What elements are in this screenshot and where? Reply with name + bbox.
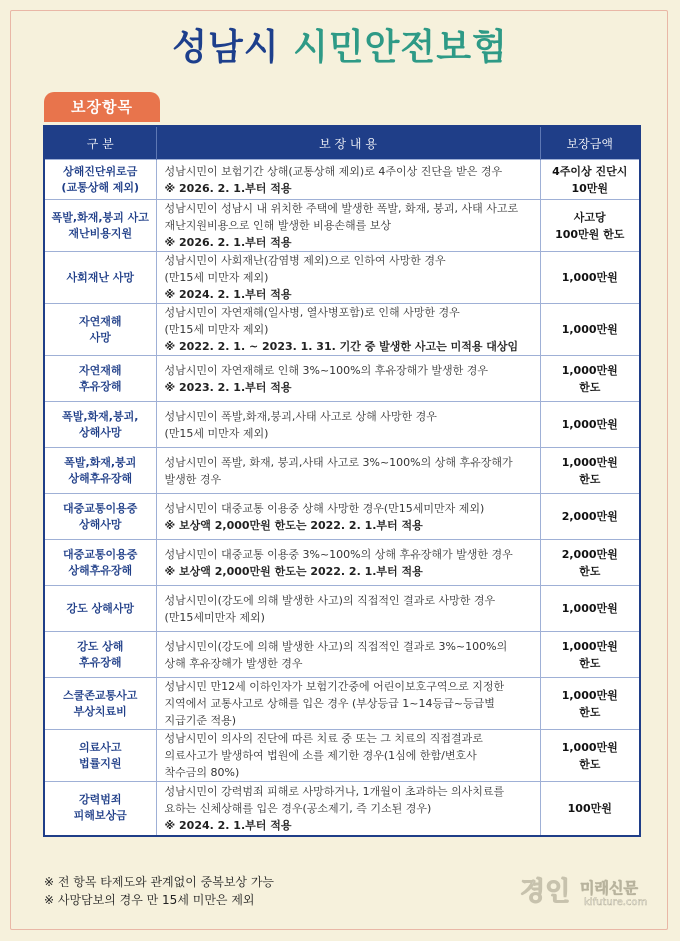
amount-line: 2,000만원	[561, 547, 618, 561]
coverage-tab: 보장항목	[44, 92, 160, 122]
amount-line: 한도	[579, 656, 601, 670]
content-line: 성남시민이 대중교통 이용중 3%~100%의 상해 후유장해가 발생한 경우	[164, 547, 513, 561]
content-line: 성남시민이 자연재해(일사병, 열사병포함)로 인해 사망한 경우	[164, 306, 460, 319]
category-line: 강력범죄	[78, 793, 122, 807]
table-row	[44, 586, 640, 632]
content-cell	[156, 252, 540, 304]
category-line: 스쿨존교통사고	[63, 688, 138, 702]
amount-cell	[540, 448, 640, 494]
category-line: 재난비용지원	[68, 226, 133, 240]
content-cell	[156, 200, 540, 252]
header-content: 보 장 내 용	[156, 126, 540, 160]
content-line: 성남시민이 자연재해로 인해 3%~100%의 후유장해가 발생한 경우	[164, 363, 488, 377]
content-note: ※ 보상액 2,000만원 한도는 2022. 2. 1.부터 적용	[164, 518, 423, 532]
amount-line: 1,000만원	[561, 271, 618, 284]
category-line: 대중교통이용중	[63, 547, 138, 561]
table-row	[44, 304, 640, 356]
category-cell	[44, 252, 156, 304]
table-row	[44, 632, 640, 678]
category-line: 대중교통이용중	[63, 501, 138, 515]
page-title	[0, 26, 680, 70]
amount-line: 한도	[579, 757, 601, 771]
amount-cell	[540, 200, 640, 252]
publisher-logo	[520, 876, 660, 916]
category-line: 부상치료비	[73, 704, 127, 718]
table-row	[44, 402, 640, 448]
category-line: 사회재난 사망	[66, 270, 135, 284]
content-cell	[156, 494, 540, 540]
amount-line: 사고당	[573, 210, 606, 224]
content-line: 성남시민 만12세 이하인자가 보험기간중에 어린이보호구역으로 지정한	[164, 680, 505, 693]
content-line: (만15세 미만자 제외)	[164, 426, 269, 440]
amount-line: 1,000만원	[561, 363, 618, 377]
amount-line: 1,000만원	[561, 323, 618, 336]
amount-cell	[540, 586, 640, 632]
content-cell	[156, 586, 540, 632]
content-cell	[156, 160, 540, 200]
content-line: (만15세 미만자 제외)	[164, 323, 269, 336]
amount-cell	[540, 160, 640, 200]
table-row	[44, 252, 640, 304]
amount-line: 100만원 한도	[555, 227, 625, 241]
table-row	[44, 540, 640, 586]
table-row	[44, 160, 640, 200]
footnote: ※ 사망담보의 경우 만 15세 미만은 제외	[44, 893, 255, 907]
content-cell	[156, 304, 540, 356]
table-row	[44, 494, 640, 540]
amount-line: 4주이상 진단시	[552, 164, 628, 178]
header-amount: 보장금액	[540, 126, 640, 160]
content-cell	[156, 448, 540, 494]
title-insurance: 시민안전보험	[293, 27, 508, 68]
category-cell	[44, 200, 156, 252]
content-cell	[156, 782, 540, 836]
category-line: 상해사망	[78, 517, 122, 531]
content-line: 성남시민이 의사의 진단에 따른 치료 중 또는 그 치료의 직접결과로	[164, 732, 483, 745]
amount-line: 한도	[579, 564, 601, 578]
amount-cell	[540, 782, 640, 836]
amount-line: 1,000만원	[561, 639, 618, 653]
content-line: 상해 후유장해가 발생한 경우	[164, 656, 303, 670]
table-header-row	[44, 126, 640, 160]
category-line: 폭발,화재,붕괴 사고	[51, 210, 149, 224]
amount-line: 한도	[579, 380, 601, 394]
content-line: 성남시민이 보험기간 상해(교통상해 제외)로 4주이상 진단을 받은 경우	[164, 164, 503, 178]
category-cell	[44, 494, 156, 540]
category-line: 상해진단위로금	[63, 164, 138, 178]
amount-line: 1,000만원	[561, 602, 618, 615]
category-cell	[44, 782, 156, 836]
content-line: 성남시민이(강도에 의해 발생한 사고)의 직접적인 결과로 사망한 경우	[164, 593, 496, 607]
category-cell	[44, 730, 156, 782]
table-row	[44, 782, 640, 836]
title-city: 성남시	[172, 27, 280, 68]
content-cell	[156, 356, 540, 402]
content-line: 지급기준 적용)	[164, 714, 237, 727]
category-cell	[44, 402, 156, 448]
category-line: 강도 상해	[77, 639, 124, 653]
category-cell	[44, 586, 156, 632]
amount-cell	[540, 632, 640, 678]
coverage-table	[43, 125, 641, 837]
category-line: 의료사고	[78, 740, 122, 754]
amount-line: 한도	[579, 472, 601, 486]
content-cell	[156, 678, 540, 730]
content-note: ※ 보상액 2,000만원 한도는 2022. 2. 1.부터 적용	[164, 564, 423, 578]
content-note: ※ 2024. 2. 1.부터 적용	[164, 288, 292, 301]
amount-line: 한도	[579, 705, 601, 719]
content-line: (만15세 미만자 제외)	[164, 271, 269, 284]
amount-line: 1,000만원	[561, 455, 618, 469]
content-line: 성남시민이(강도에 의해 발생한 사고)의 직접적인 결과로 3%~100%의	[164, 639, 508, 653]
header-category: 구 분	[44, 126, 156, 160]
category-line: 법률지원	[78, 756, 122, 770]
category-line: 상해사망	[78, 425, 122, 439]
content-note: ※ 2026. 2. 1.부터 적용	[164, 181, 292, 195]
content-note: ※ 2026. 2. 1.부터 적용	[164, 236, 292, 249]
amount-cell	[540, 356, 640, 402]
amount-line: 10만원	[571, 181, 609, 195]
content-line: 의료사고가 발생하여 법원에 소를 제기한 경우(1심에 한함/변호사	[164, 749, 477, 762]
category-line: 자연재해	[78, 363, 122, 377]
content-line: 성남시민이 성남시 내 위치한 주택에 발생한 폭발, 화재, 붕괴, 사태 사고로	[164, 202, 519, 215]
category-line: (교통상해 제외)	[61, 180, 140, 194]
content-cell	[156, 730, 540, 782]
content-cell	[156, 402, 540, 448]
category-cell	[44, 540, 156, 586]
logo-url: kifuture.com	[584, 897, 648, 908]
content-line: 착수금의 80%)	[164, 766, 240, 779]
category-line: 후유장해	[78, 655, 122, 669]
category-cell	[44, 448, 156, 494]
amount-cell	[540, 494, 640, 540]
category-line: 상해후유장해	[68, 471, 133, 485]
category-cell	[44, 678, 156, 730]
footnotes	[44, 873, 274, 909]
category-cell	[44, 632, 156, 678]
content-cell	[156, 540, 540, 586]
content-line: 발생한 경우	[164, 472, 222, 486]
content-line: (만15세미만자 제외)	[164, 610, 265, 624]
content-line: 요하는 신체상해를 입은 경우(공소제기, 즉 기소된 경우)	[164, 801, 432, 815]
amount-line: 2,000만원	[561, 510, 618, 523]
content-line: 성남시민이 폭발, 화재, 붕괴,사태 사고로 3%~100%의 상해 후유장해가	[164, 455, 513, 469]
amount-cell	[540, 304, 640, 356]
content-line: 성남시민이 대중교통 이용중 상해 사망한 경우(만15세미만자 제외)	[164, 501, 485, 515]
category-line: 폭발,화재,붕괴,	[62, 409, 139, 423]
category-cell	[44, 356, 156, 402]
content-note: ※ 2022. 2. 1. ~ 2023. 1. 31. 기간 중 발생한 사고는 미적용 대상임	[164, 340, 519, 353]
content-cell	[156, 632, 540, 678]
category-line: 자연재해	[78, 314, 122, 328]
category-cell	[44, 304, 156, 356]
table-row	[44, 448, 640, 494]
amount-cell	[540, 730, 640, 782]
content-line: 성남시민이 사회재난(감염병 제외)으로 인하여 사망한 경우	[164, 254, 446, 267]
category-line: 강도 상해사망	[66, 601, 135, 615]
category-cell	[44, 160, 156, 200]
table-row	[44, 200, 640, 252]
logo-name: 미래신문	[580, 879, 638, 897]
amount-cell	[540, 252, 640, 304]
content-line: 성남시민이 강력범죄 피해로 사망하거나, 1개월이 초과하는 의사치료를	[164, 784, 505, 798]
amount-line: 100만원	[567, 801, 612, 815]
table-row	[44, 356, 640, 402]
category-line: 폭발,화재,붕괴	[64, 455, 137, 469]
table-row	[44, 678, 640, 730]
amount-line: 1,000만원	[561, 740, 618, 754]
footnote: ※ 전 항목 타제도와 관계없이 중복보상 가능	[44, 875, 275, 889]
category-line: 후유장해	[78, 379, 122, 393]
category-line: 피해보상금	[73, 809, 127, 823]
table-row	[44, 730, 640, 782]
content-line: 재난지원비용으로 인해 발생한 비용손해를 보상	[164, 219, 392, 232]
category-line: 상해후유장해	[68, 563, 133, 577]
amount-line: 1,000만원	[561, 418, 618, 431]
content-note: ※ 2023. 2. 1.부터 적용	[164, 380, 292, 394]
amount-cell	[540, 402, 640, 448]
content-line: 지역에서 교통사고로 상해를 입은 경우 (부상등급 1~14등급~등급별	[164, 697, 495, 710]
content-note: ※ 2024. 2. 1.부터 적용	[164, 818, 292, 832]
amount-cell	[540, 678, 640, 730]
amount-cell	[540, 540, 640, 586]
content-line: 성남시민이 폭발,화재,붕괴,사태 사고로 상해 사망한 경우	[164, 409, 437, 423]
amount-line: 1,000만원	[561, 688, 618, 702]
logo-mark: 경인	[520, 877, 571, 907]
category-line: 사망	[89, 330, 111, 344]
